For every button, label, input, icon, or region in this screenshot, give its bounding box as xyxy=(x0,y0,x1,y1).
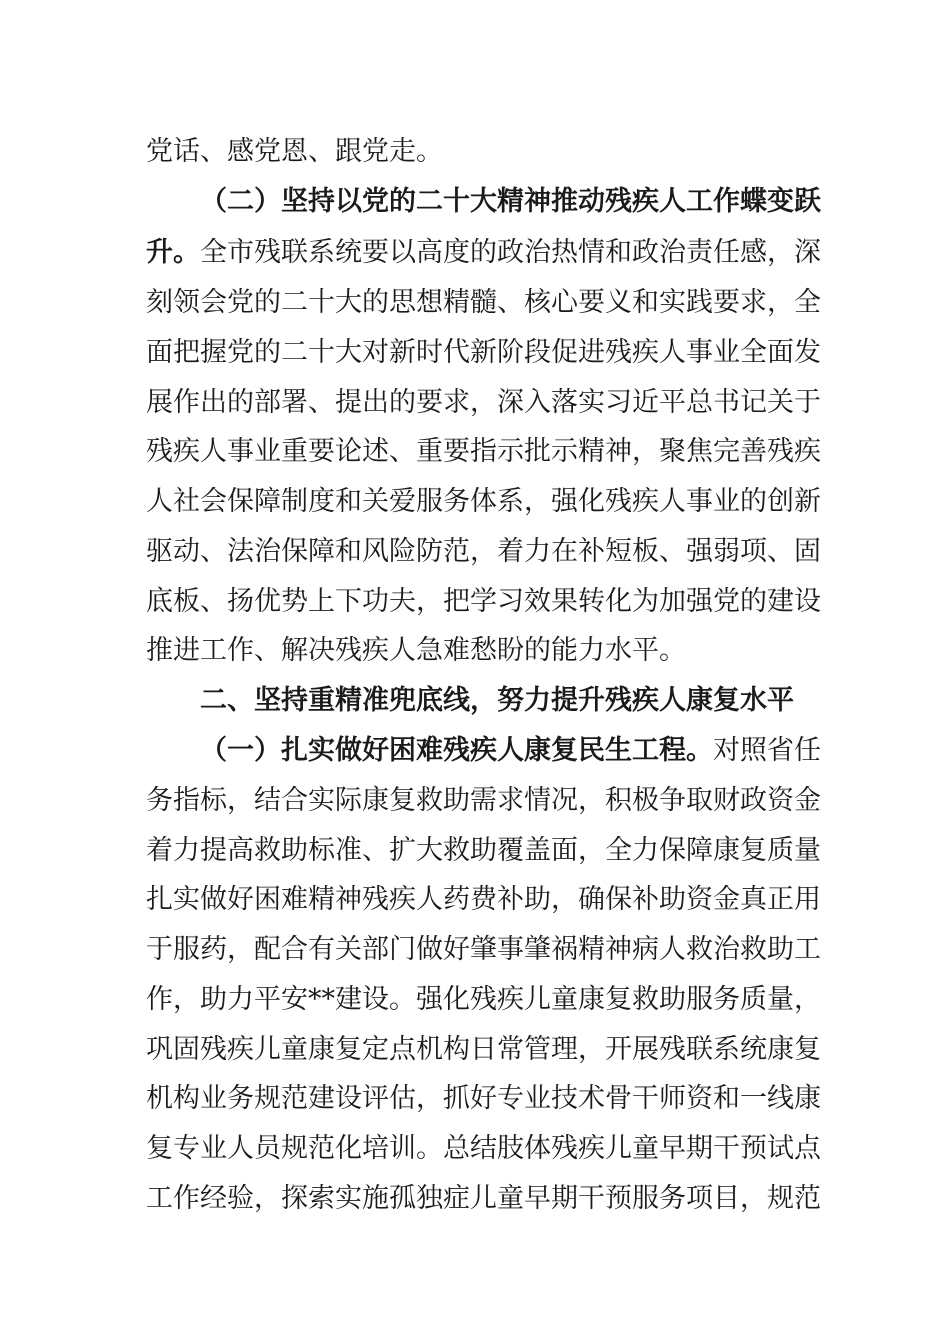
body-text-line: 作，助力平安**建设。强化残疾儿童康复救助服务质量， xyxy=(146,984,821,1015)
body-text-line: 巩固残疾儿童康复定点机构日常管理，开展残联系统康复 xyxy=(146,1034,821,1065)
body-text-segment: 全市残联系统要以高度的政治热情和政治责任感，深 xyxy=(200,237,821,268)
body-text-segment: 对照省任 xyxy=(713,735,821,766)
body-text-line: 刻领会党的二十大的思想精髓、核心要义和实践要求，全 xyxy=(146,287,821,318)
body-text-line: 机构业务规范建设评估，抓好专业技术骨干师资和一线康 xyxy=(146,1083,821,1114)
body-text-line: 驱动、法治保障和风险防范，着力在补短板、强弱项、固 xyxy=(146,536,821,567)
body-text-line: 务指标，结合实际康复救助需求情况，积极争取财政资金 xyxy=(146,785,821,816)
body-text-line xyxy=(200,734,821,768)
body-text-line: 人社会保障制度和关爱服务体系，强化残疾人事业的创新 xyxy=(146,486,821,517)
subheading-line: （二）坚持以党的二十大精神推动残疾人工作蝶变跃 xyxy=(200,186,821,217)
body-text-line: 复专业人员规范化培训。总结肢体残疾儿童早期干预试点 xyxy=(146,1133,821,1164)
body-text-line xyxy=(146,236,821,270)
subheading-end: 升。 xyxy=(146,237,200,268)
body-text-line: 展作出的部署、提出的要求，深入落实习近平总书记关于 xyxy=(146,387,821,418)
body-text-line: 工作经验，探索实施孤独症儿童早期干预服务项目，规范 xyxy=(146,1183,821,1214)
body-text-line: 于服药，配合有关部门做好肇事肇祸精神病人救治救助工 xyxy=(146,934,821,965)
body-text-line: 党话、感党恩、跟党走。 xyxy=(146,136,443,167)
body-text-line: 残疾人事业重要论述、重要指示批示精神，聚焦完善残疾 xyxy=(146,436,821,467)
body-text-line: 扎实做好困难精神残疾人药费补助，确保补助资金真正用 xyxy=(146,884,821,915)
body-text-line: 面把握党的二十大对新时代新阶段促进残疾人事业全面发 xyxy=(146,337,821,368)
body-text-line: 推进工作、解决残疾人急难愁盼的能力水平。 xyxy=(146,635,686,666)
body-text-line: 着力提高救助标准、扩大救助覆盖面，全力保障康复质量 xyxy=(146,835,821,866)
body-text-line: 底板、扬优势上下功夫，把学习效果转化为加强党的建设 xyxy=(146,586,821,617)
section-heading: 二、坚持重精准兜底线，努力提升残疾人康复水平 xyxy=(200,685,794,716)
subheading-inline: （一）扎实做好困难残疾人康复民生工程。 xyxy=(200,735,713,766)
